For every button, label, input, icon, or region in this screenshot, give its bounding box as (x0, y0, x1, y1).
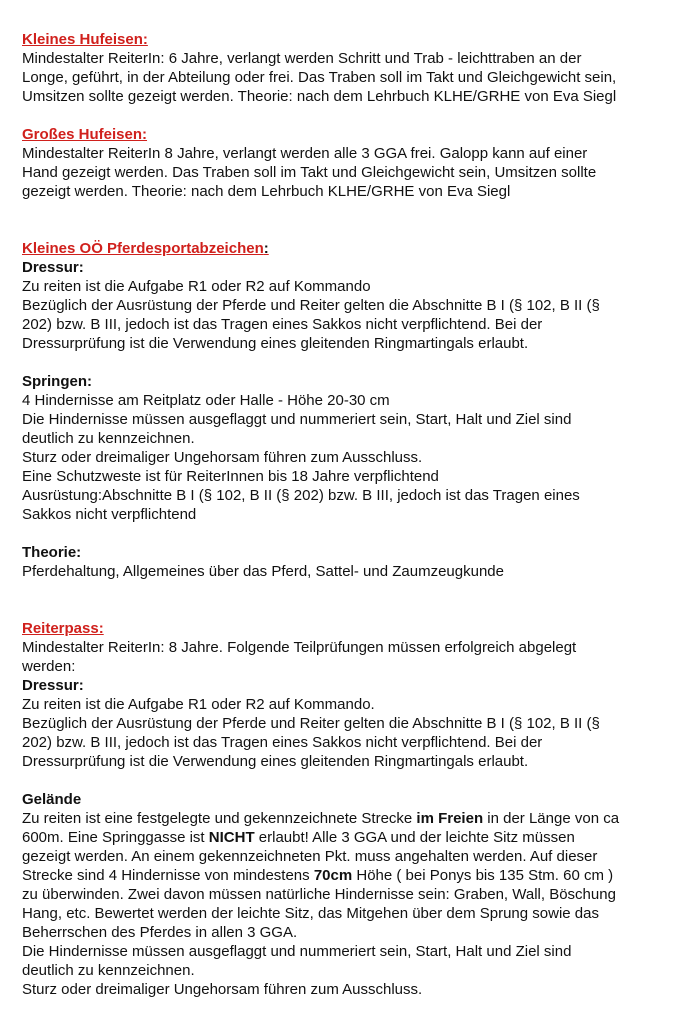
text-line: Die Hindernisse müssen ausgeflaggt und nummeriert sein, Start, Halt und Ziel sind (22, 411, 572, 428)
emphasis-70cm: 70cm (313, 867, 353, 884)
text-line: Ausrüstung:Abschnitte B I (§ 102, B II (§ 202) bzw. B III, jedoch ist das Tragen eines (22, 487, 580, 504)
subheading-dressur: Dressur: (22, 677, 84, 694)
text-line: Sakkos nicht verpflichtend (22, 506, 197, 523)
subheading-dressur: Dressur: (22, 259, 84, 276)
text-line: Longe, geführt, in der Abteilung oder frei. Das Traben soll im Takt und Gleichgewicht sein, (22, 69, 617, 86)
text-fragment: in der Länge von ca (483, 810, 620, 827)
text-line: Beherrschen des Pferdes in allen 3 GGA. (22, 924, 298, 941)
text-line (22, 809, 662, 828)
text-line: Mindestalter ReiterIn: 6 Jahre, verlangt werden Schritt und Trab - leichttraben an der (22, 50, 582, 67)
heading-reiterpass: Reiterpass: (22, 620, 104, 637)
text-line: Umsitzen sollte gezeigt werden. Theorie: nach dem Lehrbuch KLHE/GRHE von Eva Siegl (22, 88, 617, 105)
text-line: gezeigt werden. An einem gekennzeichneten Pkt. muss angehalten werden. Auf dieser (22, 848, 598, 865)
document-page (22, 30, 662, 999)
heading-grosses-hufeisen: Großes Hufeisen: (22, 126, 148, 143)
section-kleines-oo-pferdesportabzeichen (22, 239, 662, 581)
text-line: Dressurprüfung ist die Verwendung eines gleitenden Ringmartingals erlaubt. (22, 335, 529, 352)
text-line: werden: (22, 658, 76, 675)
emphasis-im-freien: im Freien (416, 810, 484, 827)
text-line: 4 Hindernisse am Reitplatz oder Halle - Höhe 20-30 cm (22, 392, 390, 409)
text-line: Hang, etc. Bewertet werden der leichte Sitz, das Mitgehen über dem Sprung sowie das (22, 905, 599, 922)
section-grosses-hufeisen (22, 125, 662, 201)
heading-kleines-oo (22, 239, 662, 258)
text-line (22, 828, 662, 847)
text-line: Eine Schutzweste ist für ReiterInnen bis 18 Jahre verpflichtend (22, 468, 439, 485)
heading-kleines-oo-colon: : (263, 240, 269, 257)
text-fragment: Zu reiten ist eine festgelegte und gekennzeichnete Strecke (22, 810, 417, 827)
text-line: Sturz oder dreimaliger Ungehorsam führen zum Ausschluss. (22, 981, 423, 998)
text-line: 202) bzw. B III, jedoch ist das Tragen eines Sakkos nicht verpflichtend. Bei der (22, 316, 543, 333)
subheading-springen: Springen: (22, 373, 92, 390)
text-line: Pferdehaltung, Allgemeines über das Pferd, Sattel- und Zaumzeugkunde (22, 563, 504, 580)
text-line: Mindestalter ReiterIn: 8 Jahre. Folgende Teilprüfungen müssen erfolgreich abgelegt (22, 639, 577, 656)
text-line: deutlich zu kennzeichnen. (22, 430, 195, 447)
text-line: zu überwinden. Zwei davon müssen natürliche Hindernisse sein: Graben, Wall, Böschung (22, 886, 616, 903)
text-line: Mindestalter ReiterIn 8 Jahre, verlangt werden alle 3 GGA frei. Galopp kann auf einer (22, 145, 588, 162)
text-line: Bezüglich der Ausrüstung der Pferde und Reiter gelten die Abschnitte B I (§ 102, B II (§ (22, 297, 600, 314)
section-kleines-hufeisen (22, 30, 662, 106)
text-line: Zu reiten ist die Aufgabe R1 oder R2 auf Kommando (22, 278, 371, 295)
text-line: gezeigt werden. Theorie: nach dem Lehrbuch KLHE/GRHE von Eva Siegl (22, 183, 511, 200)
text-line: Sturz oder dreimaliger Ungehorsam führen zum Ausschluss. (22, 449, 423, 466)
text-line: deutlich zu kennzeichnen. (22, 962, 195, 979)
subheading-gelaende: Gelände (22, 791, 82, 808)
heading-kleines-oo-text: Kleines OÖ Pferdesportabzeichen (22, 240, 264, 257)
text-line: Hand gezeigt werden. Das Traben soll im Takt und Gleichgewicht sein, Umsitzen sollte (22, 164, 597, 181)
text-line: 202) bzw. B III, jedoch ist das Tragen eines Sakkos nicht verpflichtend. Bei der (22, 734, 543, 751)
text-fragment: Höhe ( bei Ponys bis 135 Stm. 60 cm ) (352, 867, 614, 884)
text-line: Die Hindernisse müssen ausgeflaggt und nummeriert sein, Start, Halt und Ziel sind (22, 943, 572, 960)
subheading-theorie: Theorie: (22, 544, 82, 561)
text-fragment: erlaubt! Alle 3 GGA und der leichte Sitz müssen (254, 829, 575, 846)
text-fragment: 600m. Eine Springgasse ist (22, 829, 209, 846)
heading-kleines-hufeisen: Kleines Hufeisen: (22, 31, 148, 48)
text-fragment: Strecke sind 4 Hindernisse von mindestens (22, 867, 314, 884)
text-line: Dressurprüfung ist die Verwendung eines gleitenden Ringmartingals erlaubt. (22, 753, 529, 770)
text-line (22, 866, 662, 885)
emphasis-nicht: NICHT (208, 829, 255, 846)
text-line: Bezüglich der Ausrüstung der Pferde und Reiter gelten die Abschnitte B I (§ 102, B II (§ (22, 715, 600, 732)
text-line: Zu reiten ist die Aufgabe R1 oder R2 auf Kommando. (22, 696, 375, 713)
section-reiterpass (22, 619, 662, 999)
